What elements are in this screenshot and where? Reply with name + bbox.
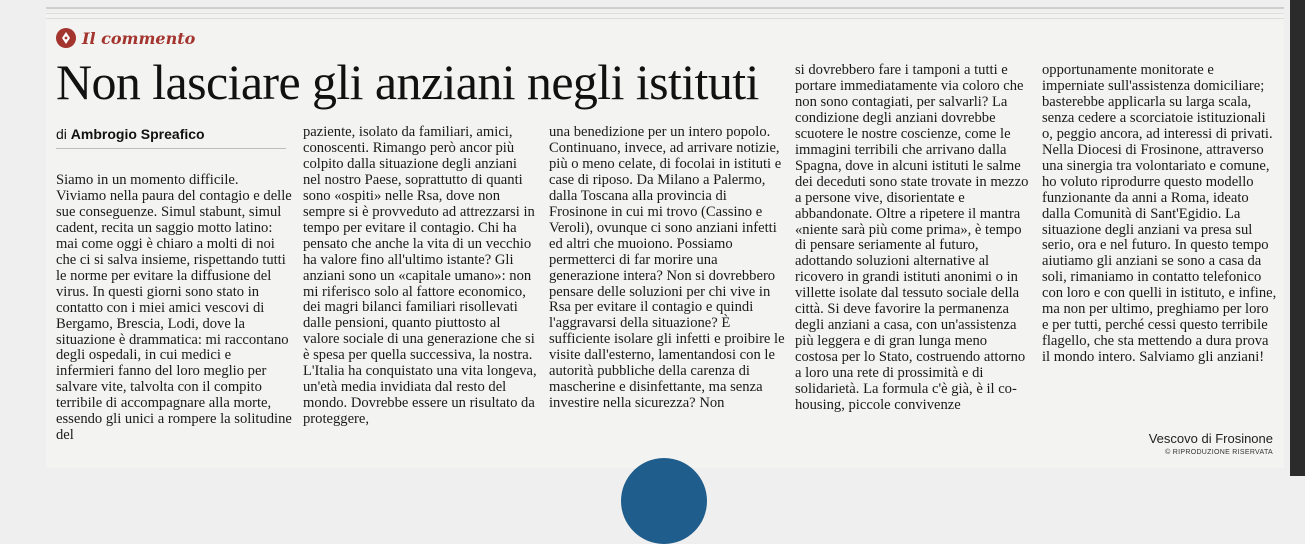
- top-rule-thin: [46, 13, 1284, 14]
- pen-nib-icon: [56, 28, 76, 48]
- byline: [56, 126, 205, 142]
- article-column-1: Siamo in un momento difficile. Viviamo nella paura del contagio e delle sue conseguenze. Simul stabunt, simul cadent, recita un saggio motto latino: mai come oggi è chiaro a molti di noi che ci si salva insieme, rispettando tutti le norme per evitare la diffusione del virus. In questi giorni sono stato in contatto con i miei amici vescovi di Bergamo, Brescia, Lodi, dove la situazione è drammatica: mi raccontano degli ospedali, in cui medici e infermieri fanno del loro meglio per salvare vite, talvolta con il compito terribile di accompagnare alla morte, essendo gli unici a rompere la solitudine del: [56, 173, 292, 444]
- article-column-2: paziente, isolato da familiari, amici, conoscenti. Rimango però ancor più colpito dalla situazione degli anziani nel nostro Paese, soprattutto di quanti sono «ospiti» nelle Rsa, dove non sempre si è provveduto ad attrezzarsi in tempo per evitare il contagio. Chi ha pensato che anche la vita di un vecchio ha valore fino all'ultimo istante? Gli anziani sono un «capitale umano»: non mi riferisco solo al fattore economico, dei magri bilanci familiari risollevati dalle pensioni, quanto piuttosto al valore sociale di una generazione che si è spesa per quella successiva, la nostra. L'Italia ha conquistato una vita longeva, un'età media invidiata dal resto del mondo. Dovrebbe essere un risultato da proteggere,: [303, 125, 537, 428]
- byline-author: Ambrogio Spreafico: [70, 126, 205, 142]
- author-signature: Vescovo di Frosinone: [1148, 431, 1273, 446]
- article-column-3: una benedizione per un intero popolo. Continuano, invece, ad arrivare notizie, più o meno celate, di focolai in istituti e case di riposo. Da Milano a Palermo, dalla Toscana alla provincia di Frosinone in cui mi trovo (Cassino e Veroli), ovunque ci sono anziani infetti ed altri che muoiono. Possiamo permetterci di far morire una generazione intera? Non si dovrebbero pensare delle soluzioni per chi vive in Rsa per evitare il contagio e quindi l'aggravarsi della situazione? È sufficiente isolare gli infetti e proibire le visite dall'esterno, lamentandosi con le autorità pubbliche della carenza di mascherine e disinfettante, ma senza investire nella sicurezza? Non: [549, 125, 785, 412]
- page-edge: [1290, 0, 1305, 476]
- copyright-notice: © RIPRODUZIONE RISERVATA: [1165, 449, 1273, 456]
- top-rule-thin-2: [46, 18, 1284, 19]
- top-rule: [46, 7, 1284, 9]
- kicker-label: Il commento: [82, 28, 196, 48]
- byline-divider: [56, 148, 286, 149]
- byline-prefix: di: [56, 126, 67, 142]
- article-column-4: si dovrebbero fare i tamponi a tutti e portare immediatamente via coloro che non sono contagiati, per salvarli? La condizione degli anziani dovrebbe scuotere le nostre coscienze, come le immagini terribili che arrivano dalla Spagna, dove in alcuni istituti le salme dei deceduti sono state trovate in mezzo a persone vive, disorientate e abbandonate. Oltre a ripetere il mantra «niente sarà più come prima», è tempo di pensare seriamente al futuro, adottando soluzioni alternative al ricovero in grandi istituti anonimi o in villette isolate dal tessuto sociale della città. Si deve favorire la permanenza degli anziani a casa, con un'assistenza più leggera e di gran lunga meno costosa per lo Stato, costruendo attorno a loro una rete di prossimità e di solidarietà. La formula c'è già, è il co-housing, piccole convivenze: [795, 63, 1029, 414]
- article-headline: Non lasciare gli anziani negli istituti: [56, 54, 759, 110]
- section-kicker: [56, 26, 195, 50]
- article-column-5: opportunamente monitorate e imperniate sull'assistenza domiciliare; basterebbe applicarla su larga scala, senza cedere a scorciatoie istituzionali o, peggio ancora, ad interessi di privati. Nella Diocesi di Frosinone, attraverso una sinergia tra volontariato e comune, ho voluto riprodurre questo modello funzionante da anni a Roma, ideato dalla Comunità di Sant'Egidio. La situazione degli anziani va presa sul serio, ora e nel futuro. In questo tempo aiutiamo gli anziani se sono a casa da soli, rimaniamo in contatto telefonico con loro e con quelli in istituto, e infine, ma non per ultimo, preghiamo per loro e per tutti, perché cessi questo terribile flagello, che sta mettendo a dura prova il mondo intero. Salviamo gli anziani!: [1042, 63, 1277, 366]
- decorative-circle: [621, 458, 707, 544]
